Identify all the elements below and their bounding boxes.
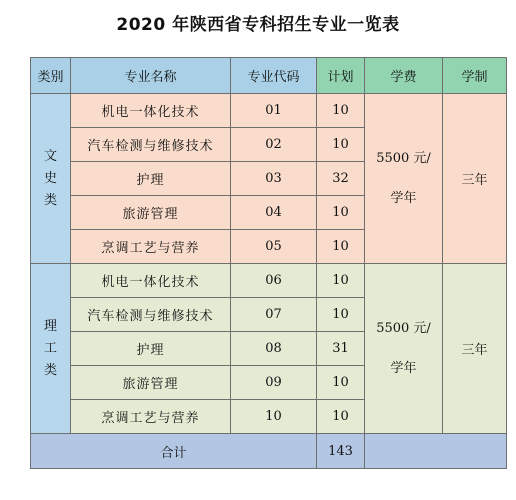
category-char: 理	[43, 318, 57, 334]
major-code-cell: 06	[231, 264, 317, 298]
major-name-cell: 机电一体化技术	[71, 94, 231, 128]
major-code-cell: 09	[231, 366, 317, 400]
major-code-cell: 07	[231, 298, 317, 332]
header-major-code: 专业代码	[231, 58, 317, 94]
major-code-cell: 01	[231, 94, 317, 128]
category-char: 类	[43, 362, 57, 378]
major-code-cell: 02	[231, 128, 317, 162]
header-duration: 学制	[443, 58, 507, 94]
header-row	[31, 58, 507, 94]
category-cell-liberal-arts	[31, 94, 71, 264]
plan-cell: 10	[317, 94, 365, 128]
plan-cell: 31	[317, 332, 365, 366]
header-category: 类别	[31, 58, 71, 94]
category-cell-science-engineering	[31, 264, 71, 434]
enrollment-table	[30, 57, 507, 469]
major-name-cell: 烹调工艺与营养	[71, 230, 231, 264]
total-plan: 143	[317, 434, 365, 469]
fee-amount: 5500 元/	[376, 320, 431, 336]
plan-cell: 10	[317, 196, 365, 230]
major-name-cell: 汽车检测与维修技术	[71, 128, 231, 162]
table-row	[31, 94, 507, 128]
total-empty-cell	[365, 434, 507, 469]
fee-cell	[365, 264, 443, 434]
major-name-cell: 护理	[71, 332, 231, 366]
header-plan: 计划	[317, 58, 365, 94]
header-fee: 学费	[365, 58, 443, 94]
plan-cell: 10	[317, 264, 365, 298]
fee-unit: 学年	[390, 190, 417, 206]
major-name-cell: 机电一体化技术	[71, 264, 231, 298]
total-label: 合计	[31, 434, 317, 469]
plan-cell: 32	[317, 162, 365, 196]
major-code-cell: 08	[231, 332, 317, 366]
duration-cell: 三年	[443, 264, 507, 434]
duration-cell: 三年	[443, 94, 507, 264]
major-name-cell: 护理	[71, 162, 231, 196]
plan-cell: 10	[317, 366, 365, 400]
fee-unit: 学年	[390, 360, 417, 376]
plan-cell: 10	[317, 298, 365, 332]
plan-cell: 10	[317, 128, 365, 162]
table-row	[31, 264, 507, 298]
major-code-cell: 10	[231, 400, 317, 434]
plan-cell: 10	[317, 400, 365, 434]
major-name-cell: 旅游管理	[71, 196, 231, 230]
category-char: 史	[43, 170, 57, 186]
fee-amount: 5500 元/	[376, 150, 431, 166]
major-code-cell: 05	[231, 230, 317, 264]
category-char: 文	[43, 148, 57, 164]
category-char: 类	[43, 192, 57, 208]
category-char: 工	[43, 340, 57, 356]
major-name-cell: 旅游管理	[71, 366, 231, 400]
major-code-cell: 04	[231, 196, 317, 230]
major-name-cell: 汽车检测与维修技术	[71, 298, 231, 332]
major-name-cell: 烹调工艺与营养	[71, 400, 231, 434]
plan-cell: 10	[317, 230, 365, 264]
fee-cell	[365, 94, 443, 264]
page-title: 2020 年陕西省专科招生专业一览表	[116, 15, 400, 35]
header-major-name: 专业名称	[71, 58, 231, 94]
major-code-cell: 03	[231, 162, 317, 196]
total-row	[31, 434, 507, 469]
